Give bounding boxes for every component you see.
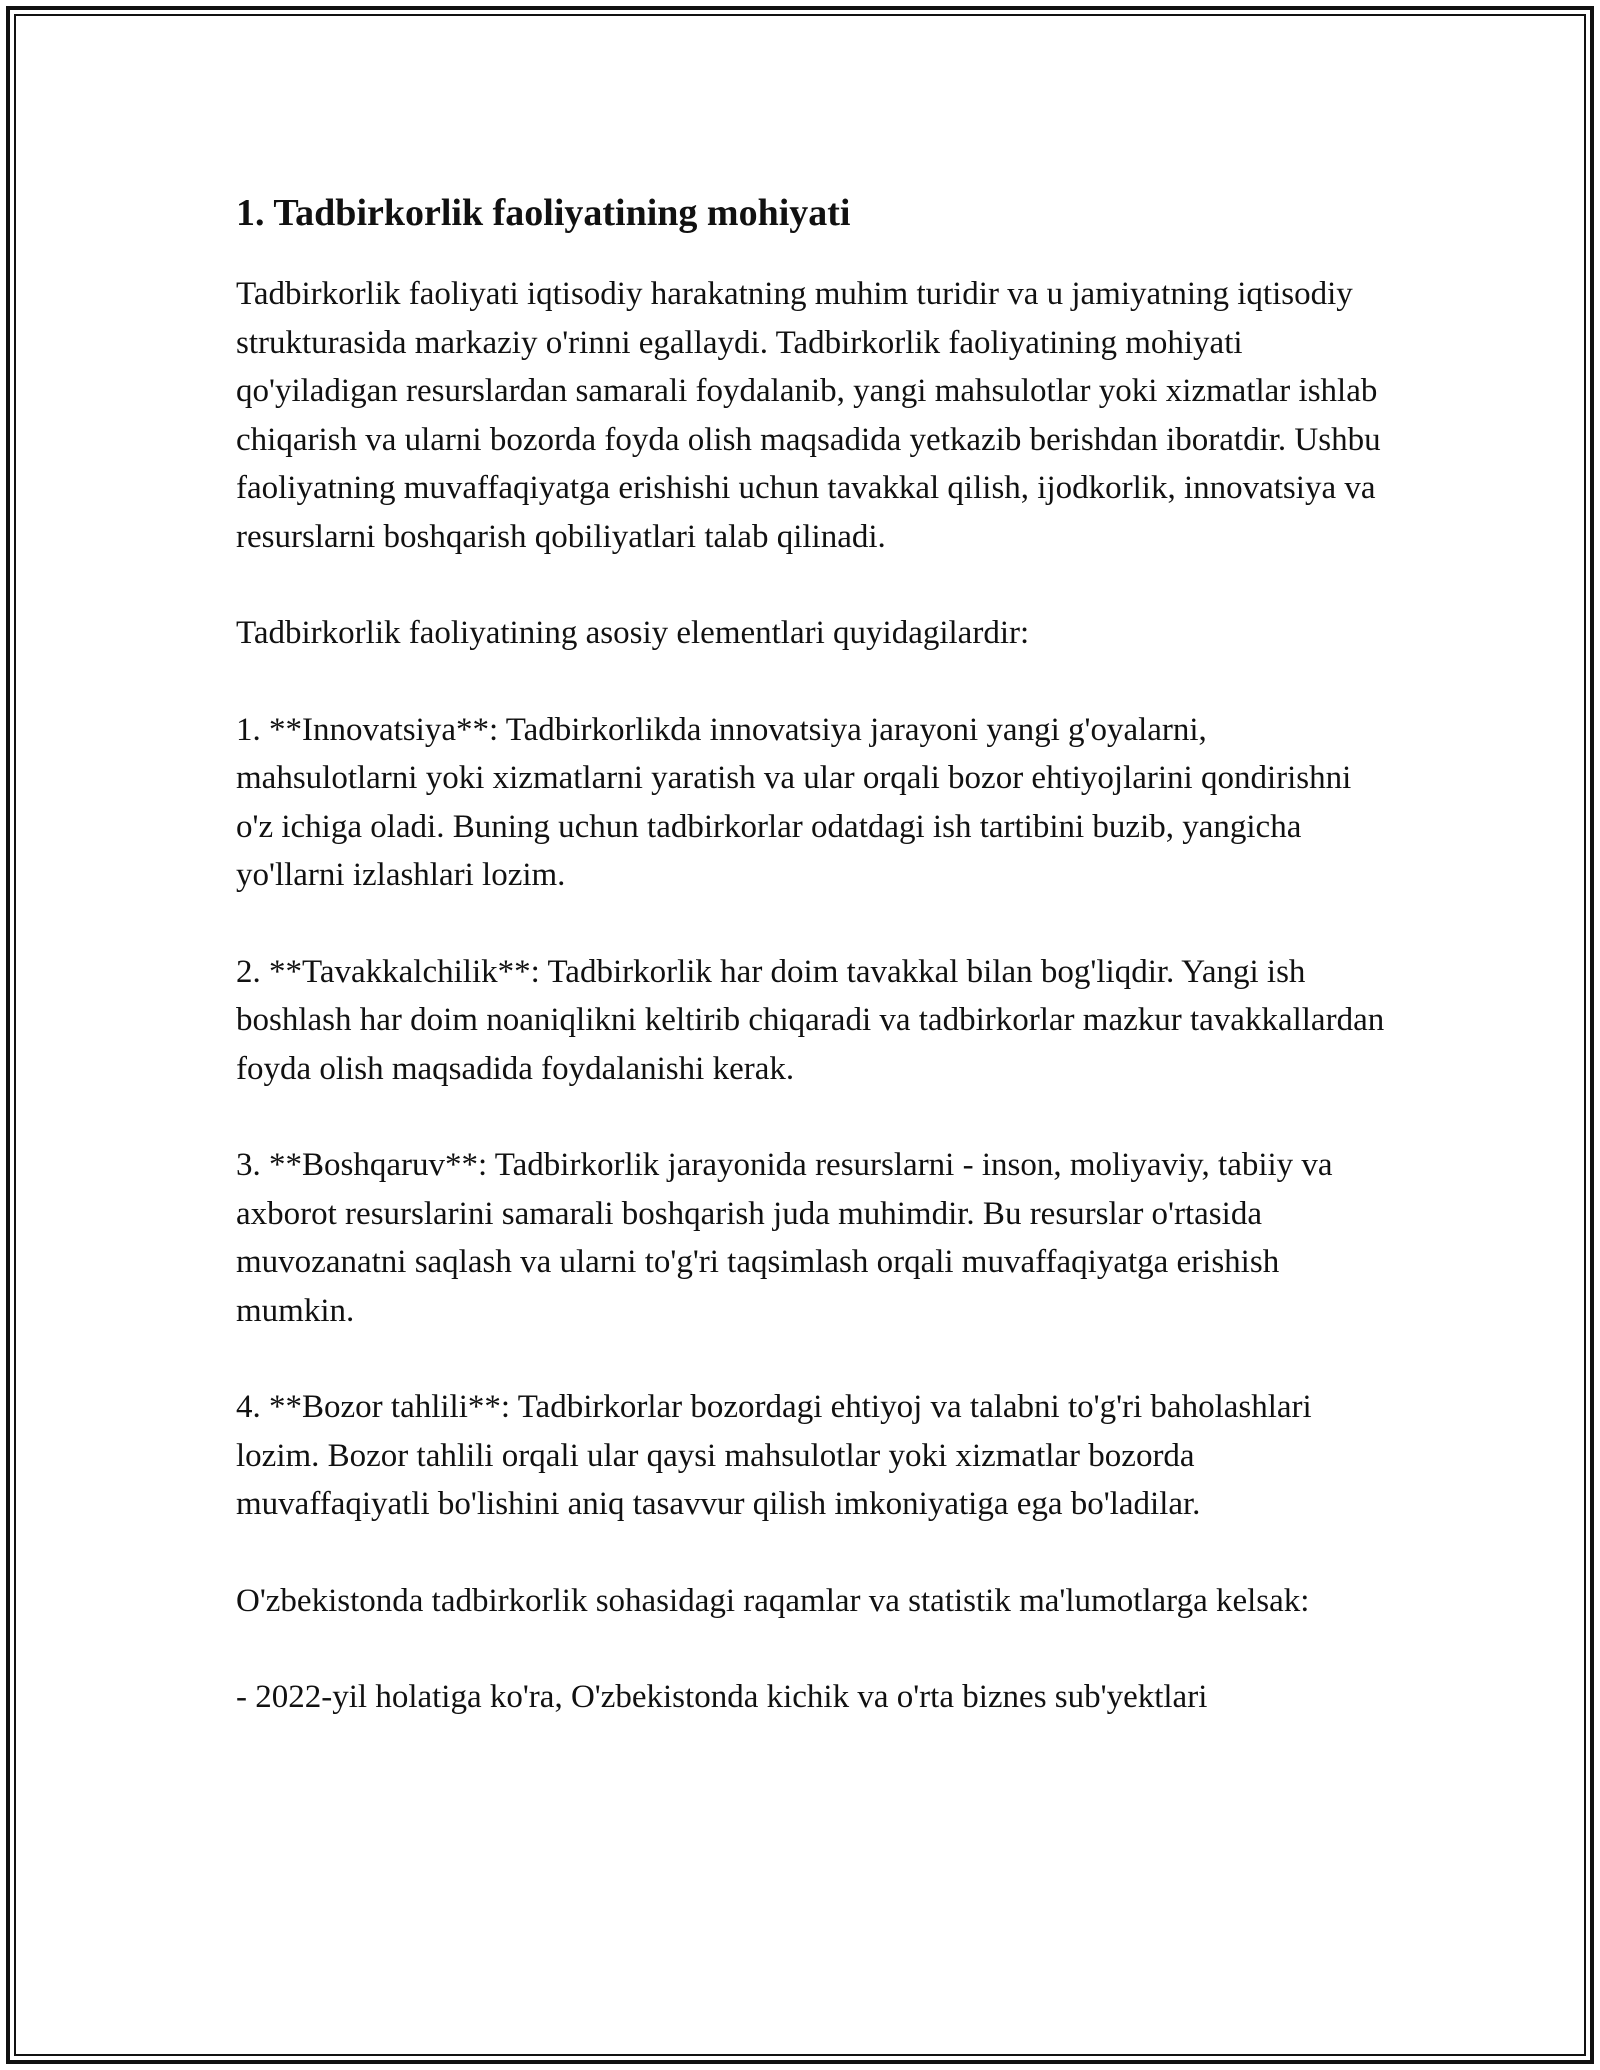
statistics-intro-paragraph: O'zbekistonda tadbirkorlik sohasidagi raqamlar va statistik ma'lumotlarga kelsak: xyxy=(236,1582,1310,1619)
document-body xyxy=(236,186,1386,1770)
list-item-risk: 2. **Tavakkalchilik**: Tadbirkorlik har doim tavakkal bilan bog'liqdir. Yangi ish boshlash har doim noaniqlikni keltirib chiqaradi va tadbirkorlar mazkur tavakkallardan foyda olish maqsadida foydalanishi kerak. xyxy=(236,953,1385,1087)
statistics-bullet: - 2022-yil holatiga ko'ra, O'zbekistonda kichik va o'rta biznes sub'yektlari xyxy=(236,1679,1208,1715)
list-item-innovation: 1. **Innovatsiya**: Tadbirkorlikda innovatsiya jarayoni yangi g'oyalarni, mahsulotlarni yoki xizmatlarni yaratish va ular orqali bozor ehtiyojlarini qondirishni o'z ichiga oladi. Buning uchun tadbirkorlar odatdagi ish tartibini buzib, yangicha yo'llarni izlashlari lozim. xyxy=(236,711,1352,893)
elements-intro-paragraph: Tadbirkorlik faoliyatining asosiy elementlari quyidagilardir: xyxy=(236,615,1030,651)
section-heading: 1. Tadbirkorlik faoliyatining mohiyati xyxy=(236,192,851,234)
intro-paragraph: Tadbirkorlik faoliyati iqtisodiy harakatning muhim turidir va u jamiyatning iqtisodiy strukturasida markaziy o'rinni egallaydi. Tadbirkorlik faoliyatining mohiyati qo'yiladigan resurslardan samarali foydalanib, yangi mahsulotlar yoki xizmatlar ishlab chiqarish va ularni bozorda foyda olish maqsadida yetkazib berishdan iboratdir. Ushbu faoliyatning muvaffaqiyatga erishishi uchun tavakkal qilish, ijodkorlik, innovatsiya va resurslarni boshqarish qobiliyatlari talab qilinadi. xyxy=(236,276,1381,555)
list-item-market-analysis: 4. **Bozor tahlili**: Tadbirkorlar bozordagi ehtiyoj va talabni to'g'ri baholashlari lozim. Bozor tahlili orqali ular qaysi mahsulotlar yoki xizmatlar bozorda muvaffaqiyatli bo'lishini aniq tasavvur qilish imkoniyatiga ega bo'ladilar. xyxy=(236,1389,1312,1522)
list-item-management: 3. **Boshqaruv**: Tadbirkorlik jarayonida resurslarni - inson, moliyaviy, tabiiy va axborot resurslarini samarali boshqarish juda muhimdir. Bu resurslar o'rtasida muvozanatni saqlash va ularni to'g'ri taqsimlash orqali muvaffaqiyatga erishish mumkin. xyxy=(236,1147,1333,1329)
